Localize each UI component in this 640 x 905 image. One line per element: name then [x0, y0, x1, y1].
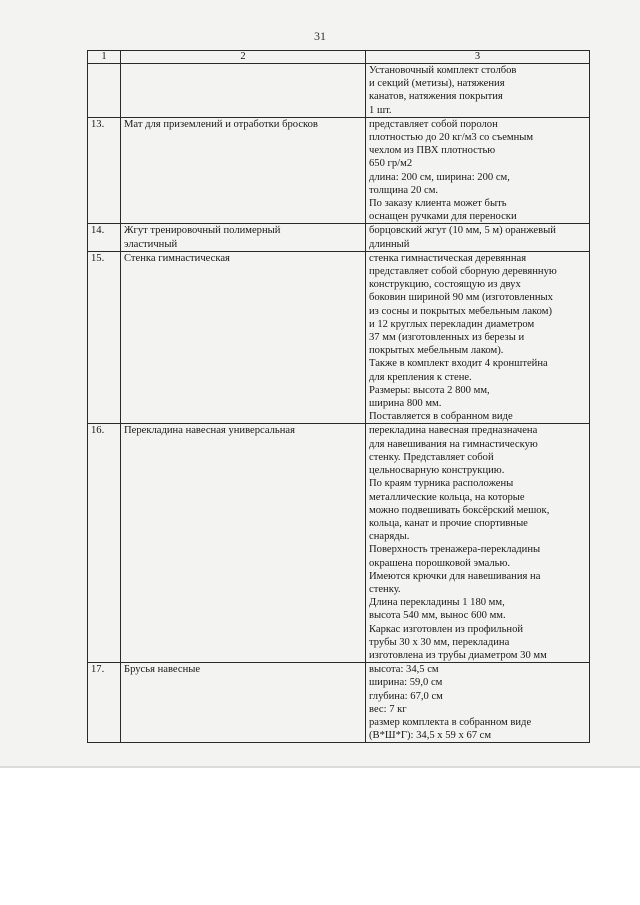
item-name: Брусья навесные — [121, 663, 366, 743]
item-description: перекладина навесная предназначена для навешивания на гимнастическую стенку. Представляет собой цельносварную конструкцию. По краям турника расположены металлические кольца, на которые можно подвешивать боксёрский мешок, кольца, канат и прочие спортивные снаряды. Поверхность тренажера-перекладины окрашена порошковой эмалью. Имеются крючки для навешивания на стенку. Длина перекладины 1 180 мм, высота 540 мм, вынос 600 мм. Каркас изготовлен из профильной трубы 30 х 30 мм, перекладина изготовлена из трубы диаметром 30 мм — [366, 424, 590, 663]
row-number: 13. — [88, 117, 121, 224]
item-description: высота: 34,5 см ширина: 59,0 см глубина: 67,0 см вес: 7 кг размер комплекта в собранном виде (В*Ш*Г): 34,5 х 59 х 67 см — [366, 663, 590, 743]
item-name: Перекладина навесная универсальная — [121, 424, 366, 663]
item-name: Стенка гимнастическая — [121, 251, 366, 424]
page-number: 31 — [314, 29, 326, 43]
header-col-1: 1 — [88, 51, 121, 64]
equipment-spec-table — [87, 50, 590, 743]
row-number: 16. — [88, 424, 121, 663]
item-description: Установочный комплект столбов и секций (метизы), натяжения канатов, натяжения покрытия 1 шт. — [366, 64, 590, 118]
table-row — [88, 64, 590, 118]
item-name: Жгут тренировочный полимерный эластичный — [121, 224, 366, 251]
header-col-2: 2 — [121, 51, 366, 64]
table-row — [88, 251, 590, 424]
row-number: 14. — [88, 224, 121, 251]
table-header-row — [88, 51, 590, 64]
row-number: 15. — [88, 251, 121, 424]
table-row — [88, 424, 590, 663]
scan-bottom-edge — [0, 766, 640, 768]
item-name — [121, 64, 366, 118]
item-description: стенка гимнастическая деревянная представляет собой сборную деревянную конструкцию, состоящую из двух боковин шириной 90 мм (изготовленных из сосны и покрытых мебельным лаком) и 12 круглых перекладин диаметром 37 мм (изготовленных из березы и покрытых мебельным лаком). Также в комплект входит 4 кронштейна для крепления к стене. Размеры: высота 2 800 мм, ширина 800 мм. Поставляется в собранном виде — [366, 251, 590, 424]
item-description: борцовский жгут (10 мм, 5 м) оранжевый длинный — [366, 224, 590, 251]
table-row — [88, 663, 590, 743]
row-number: 17. — [88, 663, 121, 743]
table-row — [88, 224, 590, 251]
row-number — [88, 64, 121, 118]
header-col-3: 3 — [366, 51, 590, 64]
table-row — [88, 117, 590, 224]
item-description: представляет собой поролон плотностью до 20 кг/м3 со съемным чехлом из ПВХ плотностью 650 гр/м2 длина: 200 см, ширина: 200 см, толщина 20 см. По заказу клиента может быть оснащен ручками для переноски — [366, 117, 590, 224]
item-name: Мат для приземлений и отработки бросков — [121, 117, 366, 224]
